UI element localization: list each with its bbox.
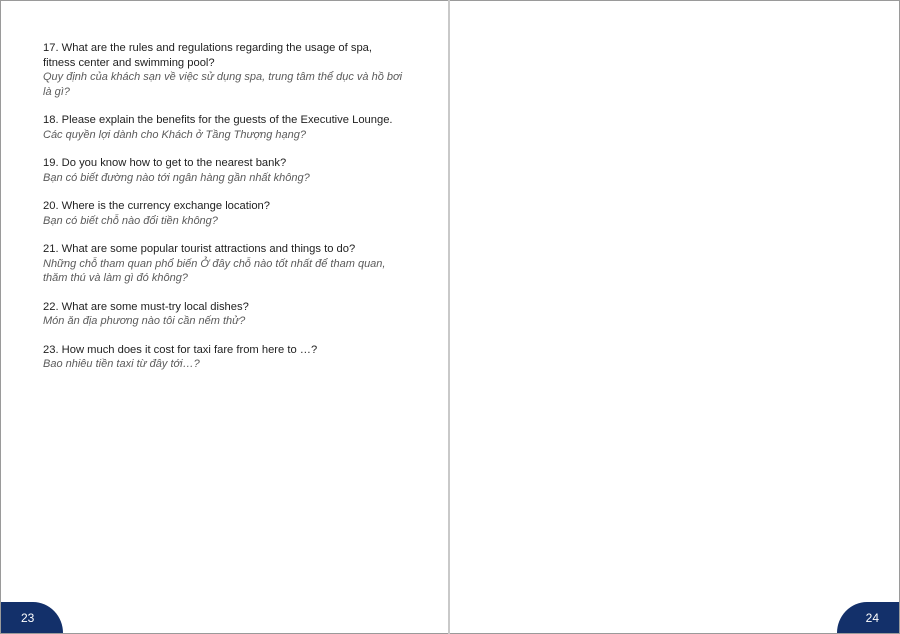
question-text: 17. What are the rules and regulations regarding the usage of spa, fitness center and swimming pool? [43,42,372,69]
question-text: 21. What are some popular tourist attractions and things to do? [43,243,356,255]
question-text: 18. Please explain the benefits for the guests of the Executive Lounge. [43,114,393,126]
qa-item [43,199,403,228]
qa-list [43,41,403,386]
question-text: 22. What are some must-try local dishes? [43,300,249,313]
answer-text: Những chỗ tham quan phổ biến Ở đây chỗ nào tốt nhất để tham quan, thăm thú và làm gì đó không? [43,257,386,284]
qa-item [43,41,403,99]
question-text: 23. How much does it cost for taxi fare from here to …? [43,343,318,356]
answer-text: Món ăn địa phương nào tôi cần nếm thử? [43,315,246,327]
answer-text: Các quyền lợi dành cho Khách ở Tầng Thượng hạng? [43,128,306,141]
qa-item [43,113,403,142]
answer-text: Bao nhiêu tiền taxi từ đây tới…? [43,358,200,370]
qa-item [43,242,403,286]
question-text: 20. Where is the currency exchange location? [43,200,270,212]
page-number: 23 [21,611,35,625]
answer-text: Bạn có biết chỗ nào đổi tiền không? [43,214,218,227]
qa-item [43,343,403,372]
qa-item [43,156,403,185]
right-page [450,0,900,634]
answer-text: Quy định của khách sạn về việc sử dụng spa, trung tâm thể dục và hồ bơi là gì? [43,71,403,98]
qa-item [43,300,403,329]
answer-text: Bạn có biết đường nào tới ngân hàng gần nhất không? [43,171,310,184]
page-number: 24 [865,611,879,625]
question-text: 19. Do you know how to get to the nearest bank? [43,157,287,169]
